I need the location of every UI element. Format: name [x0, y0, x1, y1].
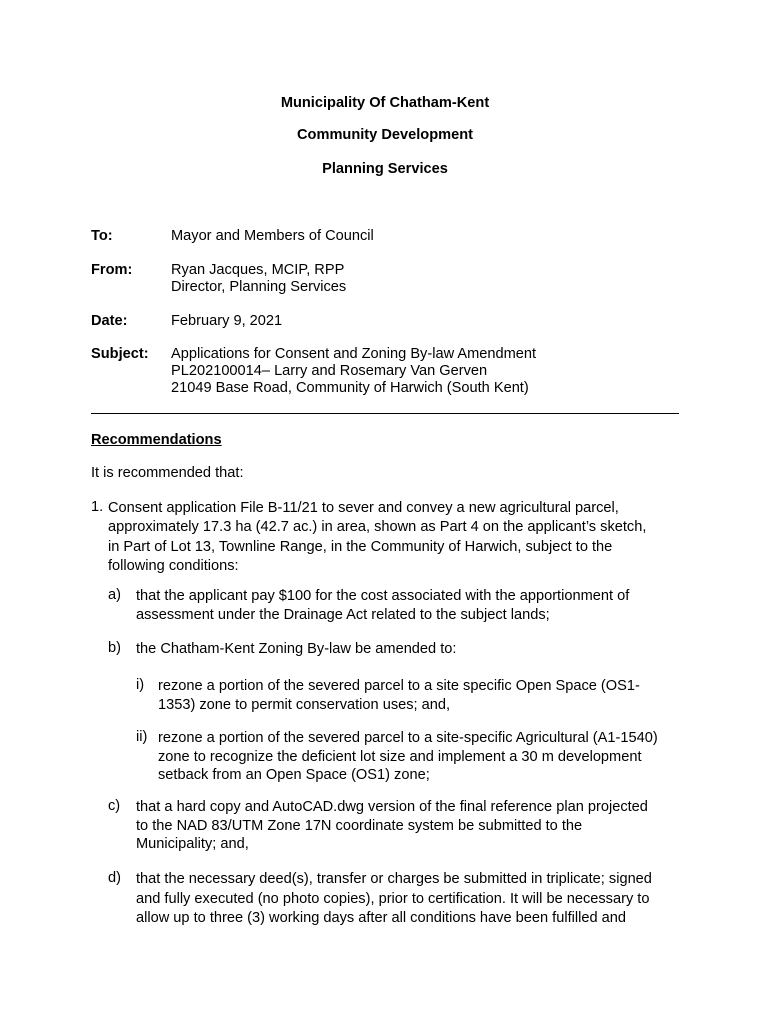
item-b-ii-marker: ii) [136, 729, 148, 745]
from-name: Ryan Jacques, MCIP, RPP [171, 262, 345, 278]
item-b-marker: b) [108, 640, 121, 656]
item-d-line: allow up to three (3) working days after all conditions have been fulfilled and [136, 910, 626, 926]
item-b-ii-text [158, 729, 658, 785]
subject-value [171, 346, 536, 397]
item-1-line: in Part of Lot 13, Townline Range, in the Community of Harwich, subject to the [108, 538, 613, 555]
item-b-i-line: rezone a portion of the severed parcel to a site specific Open Space (OS1- [158, 678, 640, 694]
item-c-marker: c) [108, 798, 121, 814]
subject-line-3: 21049 Base Road, Community of Harwich (South Kent) [171, 380, 529, 396]
to-value-text: Mayor and Members of Council [171, 228, 374, 244]
item-c-line: that a hard copy and AutoCAD.dwg version of the final reference plan projected [136, 799, 648, 815]
item-d-line: that the necessary deed(s), transfer or charges be submitted in triplicate; signed [136, 871, 652, 887]
item-b-ii-line: zone to recognize the deficient lot size and implement a 30 m development [158, 748, 642, 765]
item-1-line: following conditions: [108, 557, 239, 574]
item-a-line: that the applicant pay $100 for the cost associated with the apportionment of [136, 588, 630, 604]
from-title: Director, Planning Services [171, 279, 347, 295]
recommendations-intro: It is recommended that: [91, 465, 244, 481]
item-1-line: Consent application File B-11/21 to sever and convey a new agricultural parcel, [108, 500, 619, 516]
item-b-i-text [158, 677, 640, 714]
item-a-text [136, 587, 629, 625]
item-a-marker: a) [108, 587, 121, 603]
date-label: Date: [91, 313, 128, 329]
header-divider [91, 413, 679, 414]
from-label: From: [91, 262, 133, 278]
header-municipality: Municipality Of Chatham-Kent [280, 95, 490, 111]
item-1-line: approximately 17.3 ha (42.7 ac.) in area, shown as Part 4 on the applicant’s sketch, [108, 519, 647, 536]
header-division: Planning Services [322, 161, 448, 177]
item-b-text [136, 640, 456, 660]
item-b-ii-line: setback from an Open Space (OS1) zone; [158, 767, 430, 783]
item-b-i-marker: i) [136, 677, 145, 693]
to-value [171, 228, 374, 245]
subject-line-1: Applications for Consent and Zoning By-law Amendment [171, 346, 537, 362]
item-d-text [136, 870, 652, 929]
subject-line-2: PL202100014– Larry and Rosemary Van Gerven [171, 363, 488, 379]
item-b-line: the Chatham-Kent Zoning By-law be amended to: [136, 641, 457, 657]
item-c-line: Municipality; and, [136, 836, 249, 852]
subject-label: Subject: [91, 346, 149, 362]
item-b-ii-line: rezone a portion of the severed parcel to a site-specific Agricultural (A1-1540) [158, 730, 658, 746]
recommendations-heading: Recommendations [91, 432, 222, 448]
item-d-marker: d) [108, 870, 121, 886]
to-label: To: [91, 228, 113, 244]
item-1-marker: 1. [91, 499, 104, 515]
item-c-text [136, 798, 648, 854]
item-b-i-line: 1353) zone to permit conservation uses; and, [158, 696, 451, 713]
item-d-line: and fully executed (no photo copies), prior to certification. It will be necessary to [136, 890, 650, 907]
item-1-text [108, 499, 646, 576]
header-department: Community Development [297, 127, 473, 143]
item-a-line: assessment under the Drainage Act related to the subject lands; [136, 607, 550, 623]
date-text: February 9, 2021 [171, 313, 283, 329]
item-c-line: to the NAD 83/UTM Zone 17N coordinate system be submitted to the [136, 817, 583, 834]
date-value [171, 313, 282, 330]
from-value [171, 262, 346, 296]
